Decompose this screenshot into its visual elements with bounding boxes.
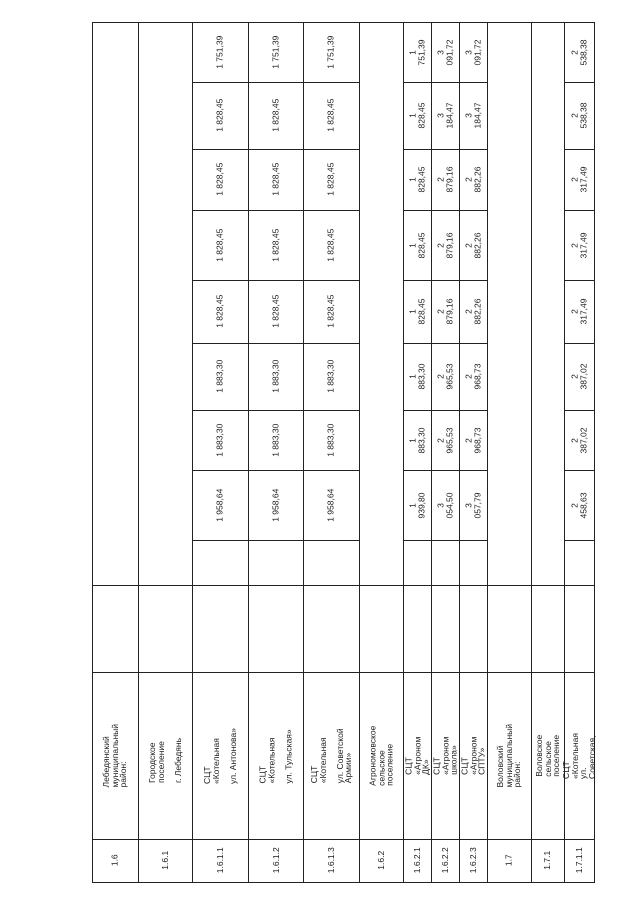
tariff-value: 1 828,45 — [214, 294, 225, 329]
row-name-cell — [459, 672, 487, 839]
tariff-value: 3 057,79 — [463, 492, 482, 518]
value-divider — [459, 410, 487, 411]
value-divider — [192, 82, 248, 83]
row-name-cell — [359, 672, 403, 839]
tariff-value: 2 965,53 — [435, 427, 454, 453]
tariff-value: 3 184,47 — [463, 102, 482, 129]
value-cell — [403, 22, 431, 82]
value-cell — [459, 470, 487, 540]
value-cell — [403, 470, 431, 540]
value-cell — [564, 343, 594, 410]
tariff-value: 2 879,16 — [435, 166, 454, 193]
value-cell — [303, 149, 359, 210]
value-cell — [459, 149, 487, 210]
value-divider — [303, 343, 359, 344]
value-divider — [248, 540, 303, 541]
row-name: Воловский муниципальный район: — [495, 723, 523, 788]
value-cell — [459, 22, 487, 82]
row-number-cell — [431, 839, 459, 882]
value-divider — [459, 82, 487, 83]
row-number: 1.6.1.1 — [214, 847, 225, 874]
tariff-value: 1 751,39 — [214, 35, 225, 69]
tariff-value: 2 387,02 — [569, 427, 588, 453]
value-cell — [431, 22, 459, 82]
value-divider — [431, 149, 459, 150]
value-divider — [564, 82, 594, 83]
value-divider — [248, 149, 303, 150]
tariff-value: 2 317,49 — [569, 232, 588, 258]
row-number-cell — [564, 839, 594, 882]
value-cell — [564, 410, 594, 470]
value-cell — [431, 280, 459, 343]
tariff-value: 2 879,16 — [435, 232, 454, 258]
value-divider — [248, 210, 303, 211]
value-divider — [248, 410, 303, 411]
value-cell — [431, 82, 459, 149]
value-divider — [431, 82, 459, 83]
value-divider — [403, 149, 431, 150]
tariff-value: 3 091,72 — [435, 39, 454, 65]
row-name-cell — [561, 672, 597, 839]
tariff-value: 1 828,45 — [325, 162, 336, 197]
tariff-value: 1 828,45 — [325, 228, 336, 262]
value-divider — [403, 410, 431, 411]
value-divider — [192, 149, 248, 150]
value-divider — [192, 410, 248, 411]
tariff-value: 2 317,49 — [569, 166, 588, 193]
tariff-value: 1 828,45 — [407, 298, 426, 325]
row-name-cell — [531, 672, 564, 839]
tariff-value: 2 882,26 — [463, 166, 482, 193]
tariff-value: 1 939,80 — [407, 492, 426, 518]
row-number-cell — [359, 839, 403, 882]
value-cell — [459, 82, 487, 149]
row-number-cell — [92, 839, 138, 882]
tariff-value: 1 828,45 — [214, 162, 225, 197]
row-number: 1.7 — [503, 854, 514, 867]
tariff-value: 1 751,39 — [270, 35, 281, 69]
value-divider — [303, 210, 359, 211]
tariff-value: 1 883,30 — [407, 427, 426, 453]
value-divider — [459, 149, 487, 150]
row-number: 1.6.2.2 — [439, 847, 450, 874]
value-divider — [564, 343, 594, 344]
tariff-value: 1 828,45 — [270, 294, 281, 329]
value-divider — [431, 470, 459, 471]
row-number: 1.6.1.3 — [325, 847, 336, 874]
value-divider — [403, 470, 431, 471]
value-cell — [192, 470, 248, 540]
value-cell — [459, 410, 487, 470]
value-divider — [564, 210, 594, 211]
value-divider — [303, 540, 359, 541]
value-cell — [403, 82, 431, 149]
value-divider — [303, 280, 359, 281]
tariff-value: 1 828,45 — [407, 166, 426, 193]
tariff-value: 2 538,38 — [569, 102, 588, 129]
value-divider — [303, 82, 359, 83]
value-cell — [192, 210, 248, 280]
row-name-cell — [248, 672, 303, 839]
row-number-cell — [248, 839, 303, 882]
value-cell — [248, 149, 303, 210]
tariff-value: 1 828,45 — [270, 162, 281, 197]
value-cell — [431, 343, 459, 410]
value-cell — [303, 210, 359, 280]
value-divider — [431, 540, 459, 541]
value-cell — [403, 410, 431, 470]
row-name: СЦТ «Котельная ул. Советской Армии» — [308, 728, 353, 784]
row-name: СЦТ «Котельная ул. Антонова» — [202, 727, 238, 784]
row-name-cell — [138, 672, 192, 839]
value-cell — [564, 22, 594, 82]
tariff-value: 1 883,30 — [407, 363, 426, 390]
value-divider — [403, 343, 431, 344]
tariff-value: 1 828,45 — [270, 228, 281, 262]
row-name: Воловское сельское поселение — [533, 734, 561, 777]
tariff-value: 1 883,30 — [214, 423, 225, 457]
row-number-cell — [459, 839, 487, 882]
row-name-cell — [192, 672, 248, 839]
row-name-cell — [403, 672, 431, 839]
value-divider — [248, 470, 303, 471]
value-cell — [303, 470, 359, 540]
value-cell — [303, 82, 359, 149]
tariff-value: 1 883,30 — [270, 359, 281, 394]
row-name-cell — [431, 672, 459, 839]
tariff-value: 3 054,50 — [435, 492, 454, 518]
value-cell — [564, 280, 594, 343]
value-divider — [248, 82, 303, 83]
tariff-value: 1 828,45 — [214, 228, 225, 262]
row-number-cell — [303, 839, 359, 882]
value-divider — [564, 410, 594, 411]
value-divider — [303, 470, 359, 471]
value-cell — [303, 22, 359, 82]
row-name: СЦТ «Агроном ДК» — [403, 736, 431, 775]
tariff-value: 1 883,30 — [214, 359, 225, 394]
value-divider — [431, 410, 459, 411]
value-cell — [303, 343, 359, 410]
value-divider — [192, 280, 248, 281]
value-cell — [303, 410, 359, 470]
tariff-value: 2 882,26 — [463, 298, 482, 325]
tariff-value: 2 879,16 — [435, 298, 454, 325]
tariff-value: 2 968,73 — [463, 363, 482, 390]
value-cell — [403, 210, 431, 280]
value-divider — [564, 470, 594, 471]
value-cell — [192, 280, 248, 343]
value-divider — [459, 343, 487, 344]
value-cell — [564, 210, 594, 280]
value-cell — [431, 210, 459, 280]
value-cell — [431, 470, 459, 540]
value-cell — [564, 149, 594, 210]
value-cell — [403, 343, 431, 410]
tariff-value: 1 828,45 — [270, 98, 281, 133]
value-divider — [431, 343, 459, 344]
value-divider — [459, 470, 487, 471]
value-cell — [403, 149, 431, 210]
value-cell — [192, 149, 248, 210]
tariff-value: 2 965,53 — [435, 363, 454, 390]
tariff-value: 1 828,45 — [407, 102, 426, 129]
tariff-value: 2 317,49 — [569, 298, 588, 325]
row-name: Агрономовское сельское поселение — [367, 725, 395, 786]
value-cell — [248, 343, 303, 410]
tariff-value: 2 387,02 — [569, 363, 588, 390]
value-divider — [303, 149, 359, 150]
value-cell — [403, 280, 431, 343]
value-divider — [192, 470, 248, 471]
tariff-value: 1 828,45 — [325, 98, 336, 133]
value-cell — [248, 210, 303, 280]
row-name-cell — [92, 672, 138, 839]
value-cell — [248, 82, 303, 149]
value-divider — [403, 82, 431, 83]
value-cell — [192, 343, 248, 410]
row-number: 1.6.2.1 — [411, 847, 422, 874]
row-number: 1.6.2 — [375, 851, 386, 870]
value-divider — [192, 210, 248, 211]
value-divider — [403, 210, 431, 211]
row-name: СЦТ «Агроном школа» — [431, 736, 459, 775]
value-divider — [192, 343, 248, 344]
value-divider — [403, 540, 431, 541]
tariff-value: 3 184,47 — [435, 102, 454, 129]
row-name-cell — [303, 672, 359, 839]
tariff-value: 1 828,45 — [214, 98, 225, 133]
row-number-cell — [487, 839, 531, 882]
table-bottom-border — [92, 882, 595, 883]
row-name: СЦТ «Агроном СПТУ» — [459, 736, 487, 775]
value-cell — [248, 410, 303, 470]
value-divider — [303, 410, 359, 411]
value-cell — [248, 280, 303, 343]
value-divider — [564, 540, 594, 541]
row-number-cell — [403, 839, 431, 882]
tariff-value: 2 458,63 — [569, 492, 588, 518]
value-divider — [459, 210, 487, 211]
value-cell — [192, 82, 248, 149]
value-cell — [248, 22, 303, 82]
tariff-value: 1 883,30 — [325, 359, 336, 394]
value-cell — [459, 210, 487, 280]
value-cell — [248, 470, 303, 540]
tariff-value: 3 091,72 — [463, 39, 482, 65]
row-name-cell — [487, 672, 531, 839]
value-cell — [459, 343, 487, 410]
row-number: 1.6 — [109, 854, 120, 867]
tariff-value: 2 882,26 — [463, 232, 482, 258]
value-divider — [403, 280, 431, 281]
value-divider — [248, 280, 303, 281]
row-number: 1.6.2.3 — [467, 847, 478, 874]
value-cell — [431, 149, 459, 210]
tariff-value: 1 958,64 — [270, 488, 281, 522]
tariff-value: 1 958,64 — [214, 488, 225, 522]
row-name: СЦТ «Котельная ул. Тульская» — [257, 728, 293, 783]
row-number: 1.6.1 — [159, 851, 170, 870]
value-divider — [248, 343, 303, 344]
value-divider — [431, 210, 459, 211]
row-number-cell — [138, 839, 192, 882]
row-number: 1.7.1 — [542, 851, 553, 870]
row-number-cell — [192, 839, 248, 882]
row-number: 1.6.1.2 — [270, 847, 281, 874]
tariff-value: 1 751,39 — [407, 39, 426, 65]
value-cell — [459, 280, 487, 343]
tariff-value: 1 958,64 — [325, 488, 336, 522]
value-divider — [459, 280, 487, 281]
value-cell — [431, 410, 459, 470]
value-divider — [564, 280, 594, 281]
tariff-value: 1 883,30 — [270, 423, 281, 457]
row-name: Городское поселение г. Лебедянь — [147, 737, 183, 783]
value-divider — [431, 280, 459, 281]
tariff-value: 2 538,38 — [569, 39, 588, 65]
value-divider — [192, 540, 248, 541]
value-divider — [459, 540, 487, 541]
row-number-cell — [531, 839, 564, 882]
tariff-value: 1 828,45 — [407, 232, 426, 258]
tariff-value: 1 828,45 — [325, 294, 336, 329]
column-divider — [92, 585, 594, 586]
tariff-value: 1 883,30 — [325, 423, 336, 457]
value-cell — [192, 22, 248, 82]
value-cell — [192, 410, 248, 470]
value-cell — [303, 280, 359, 343]
value-cell — [564, 470, 594, 540]
tariff-value: 1 751,39 — [325, 35, 336, 69]
tariff-value: 2 968,73 — [463, 427, 482, 453]
value-divider — [564, 149, 594, 150]
row-name: СЦТ «Котельная ул. Советская, — [561, 732, 597, 779]
value-cell — [564, 82, 594, 149]
row-name: Лебедянский муниципальный район: — [101, 723, 129, 788]
row-number: 1.7.1.1 — [573, 847, 584, 874]
